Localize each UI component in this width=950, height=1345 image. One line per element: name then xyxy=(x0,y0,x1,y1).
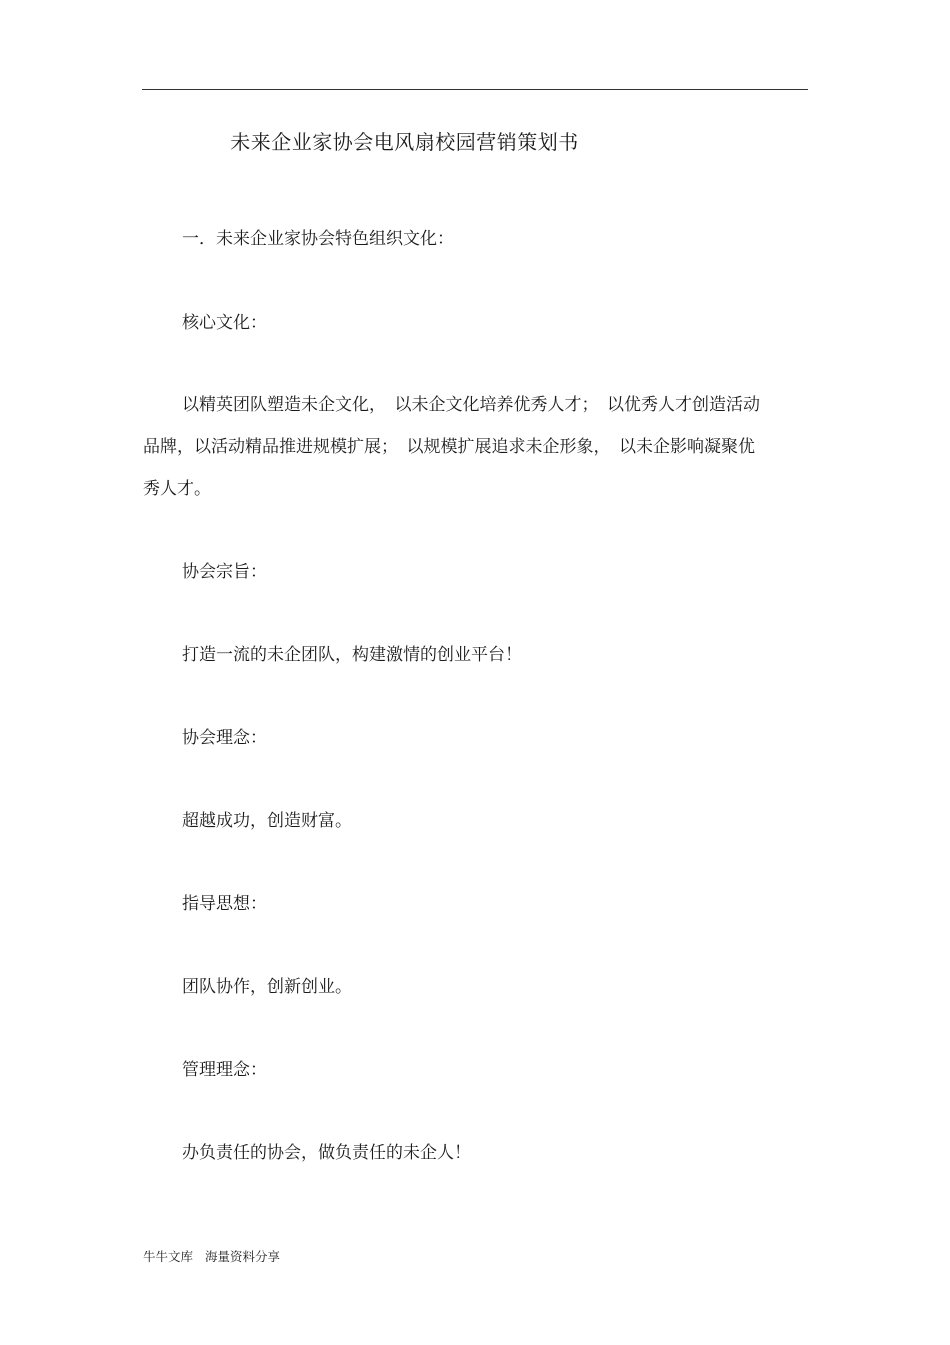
guiding-thought-label: 指导思想： xyxy=(182,894,267,914)
guiding-thought-text: 团队协作，创新创业。 xyxy=(182,977,352,997)
management-philosophy-text: 办负责任的协会，做负责任的未企人！ xyxy=(182,1143,471,1163)
management-philosophy-label: 管理理念： xyxy=(182,1060,267,1080)
core-culture-line-2: 品牌，以活动精品推进规模扩展； 以规模扩展追求未企形象， 以未企影响凝聚优 xyxy=(143,437,755,457)
footer-tagline: 海量资料分享 xyxy=(205,1249,281,1264)
section-heading: 一．未来企业家协会特色组织文化： xyxy=(182,229,454,249)
header-rule xyxy=(142,89,808,90)
core-culture-line-3: 秀人才。 xyxy=(143,479,211,499)
core-culture-line-1: 以精英团队塑造未企文化， 以未企文化培养优秀人才； 以优秀人才创造活动 xyxy=(182,395,760,415)
page-footer xyxy=(143,1248,280,1266)
document-title: 未来企业家协会电风扇校园营销策划书 xyxy=(230,130,579,154)
core-culture-label: 核心文化： xyxy=(182,313,267,333)
purpose-text: 打造一流的未企团队，构建激情的创业平台！ xyxy=(182,645,522,665)
philosophy-label: 协会理念： xyxy=(182,728,267,748)
purpose-label: 协会宗旨： xyxy=(182,562,267,582)
footer-brand: 牛牛文库 xyxy=(143,1249,194,1264)
philosophy-text: 超越成功，创造财富。 xyxy=(182,811,352,831)
